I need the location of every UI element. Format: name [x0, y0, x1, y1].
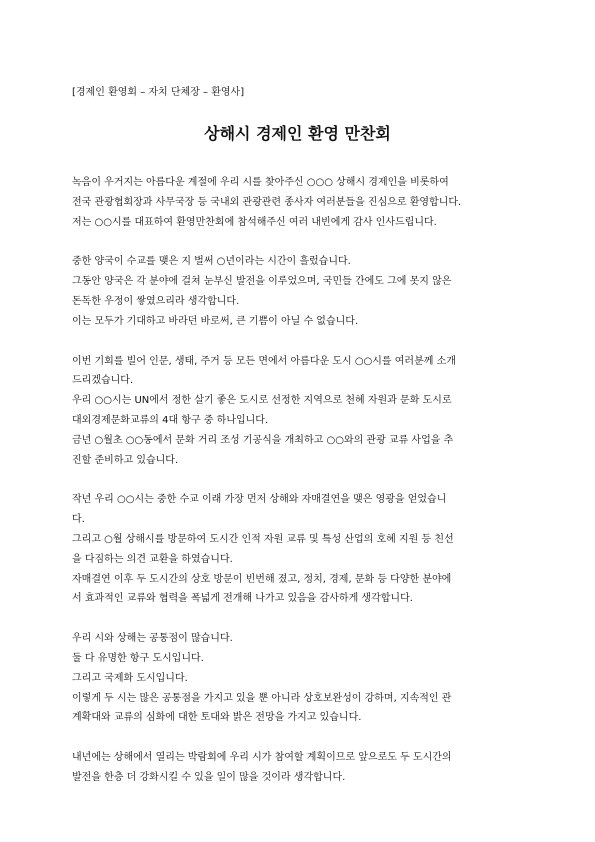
text-line: 대외경제문화교류의 4대 항구 중 하나입니다. — [72, 414, 269, 426]
text-line: 녹음이 우거지는 아름다운 계절에 우리 시를 찾아주신 ○○○ 상해시 경제인을 비롯하여 — [72, 177, 449, 188]
text-line: 발전을 한층 더 강화시킬 수 있을 일이 많을 것이라 생각합니다. — [72, 771, 346, 783]
document-title: 상해시 경제인 환영 만찬회 — [204, 124, 391, 143]
text-line: 전국 관광협회장과 사무국장 등 국내외 관광관련 종사자 여러분들을 진심으로 환영합니다. — [72, 196, 462, 208]
document-category-header: [경제인 환영회 – 자치 단체장 – 환영사] — [72, 87, 245, 98]
text-line: 작년 우리 ○○시는 중한 수교 이래 가장 먼저 상해와 자매결연을 맺은 영광을 얻었습니 — [72, 494, 447, 506]
text-line: 드리겠습니다. — [72, 375, 134, 387]
text-line: 이는 모두가 기대하고 바라던 바로써, 큰 기쁨이 아닐 수 없습니다. — [72, 315, 359, 327]
text-line: 계확대와 교류의 심화에 대한 토대와 밝은 전망을 가지고 있습니다. — [72, 712, 362, 724]
text-line: 진할 준비하고 있습니다. — [72, 454, 179, 466]
text-line: 돈독한 우정이 쌓였으리라 생각합니다. — [72, 295, 240, 307]
paragraph-city-introduction — [72, 352, 524, 471]
text-line: 그동안 양국은 각 분야에 걸쳐 눈부신 발전을 이루었으며, 국민들 간에도 그에 못지 않은 — [72, 276, 452, 288]
text-line: 다. — [72, 514, 85, 526]
text-line: 그리고 ○월 상해시를 방문하여 도시간 인적 자원 교류 및 특성 산업의 호혜 지원 등 친선 — [72, 533, 454, 545]
document-body — [72, 173, 524, 808]
text-line: 내년에는 상해에서 열리는 박람회에 우리 시가 참여할 계획이므로 앞으로도 두 도시간의 — [72, 752, 452, 764]
text-line: 우리 시와 상해는 공통점이 많습니다. — [72, 633, 233, 645]
text-line: 금년 ○월초 ○○동에서 문화 거리 조성 기공식을 개최하고 ○○와의 관광 교류 사업을 추 — [72, 434, 454, 446]
paragraph-sister-city — [72, 490, 524, 609]
text-line: 우리 ○○시는 UN에서 정한 살기 좋은 도시로 선정한 지역으로 천혜 자원과 문화 도시로 — [72, 395, 452, 407]
text-line: 중한 양국이 수교를 맺은 지 벌써 ○년이라는 시간이 흘렀습니다. — [72, 256, 351, 268]
paragraph-relations — [72, 252, 524, 331]
text-line: 이렇게 두 시는 많은 공통점을 가지고 있을 뿐 아니라 상호보완성이 강하며, 지속적인 관 — [72, 692, 452, 704]
text-line: 이번 기회를 빌어 인문, 생태, 주거 등 모든 면에서 아름다운 도시 ○○시를 여러분께 소개 — [72, 355, 456, 367]
text-line: 그리고 국제화 도시입니다. — [72, 672, 188, 684]
text-line: 저는 ○○시를 대표하여 환영만찬회에 참석해주신 여러 내빈에게 감사 인사드립니다. — [72, 216, 437, 228]
paragraph-welcome — [72, 173, 524, 232]
text-line: 서 효과적인 교류와 협력을 폭넓게 전개해 나가고 있음을 감사하게 생각합니다. — [72, 593, 413, 605]
text-line: 둘 다 유명한 항구 도시입니다. — [72, 652, 204, 664]
paragraph-future-plans — [72, 748, 524, 788]
text-line: 을 다짐하는 의견 교환을 하였습니다. — [72, 553, 233, 565]
text-line: 자매결연 이후 두 도시간의 상호 방문이 빈번해 졌고, 정치, 경제, 문화 등 다양한 분야에 — [72, 573, 452, 585]
paragraph-commonalities — [72, 629, 524, 728]
